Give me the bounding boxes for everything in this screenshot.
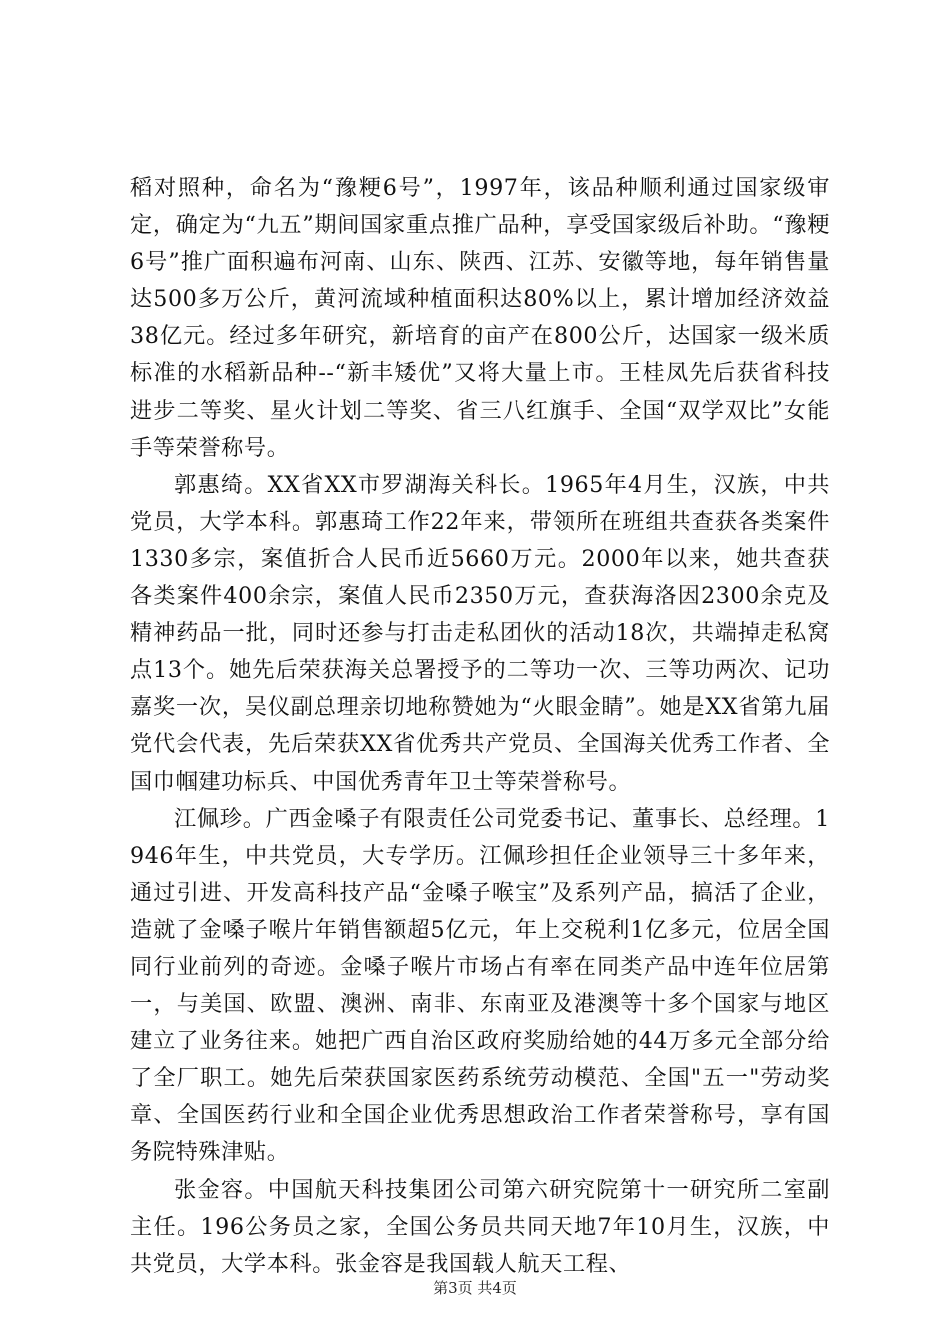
document-body xyxy=(130,170,830,1283)
paragraph-jiang-peizhen: 江佩珍。广西金嗓子有限责任公司党委书记、董事长、总经理。1946年生，中共党员，大专学历。江佩珍担任企业领导三十多年来，通过引进、开发高科技产品“金嗓子喉宝”及系列产品，搞活了企业，造就了金嗓子喉片年销售额超5亿元，年上交税利1亿多元，位居全国同行业前列的奇迹。金嗓子喉片市场占有率在同类产品中连年位居第一，与美国、欧盟、澳洲、南非、东南亚及港澳等十多个国家与地区建立了业务往来。她把广西自治区政府奖励给她的44万多元全部分给了全厂职工。她先后荣获国家医药系统劳动模范、全国"五一"劳动奖章、全国医药行业和全国企业优秀思想政治工作者荣誉称号，享有国务院特殊津贴。 xyxy=(130,805,830,1166)
paragraph-guo-huiqi: 郭惠绮。XX省XX市罗湖海关科长。1965年4月生，汉族，中共党员，大学本科。郭惠琦工作22年来，带领所在班组共查获各类案件1330多宗，案值折合人民币近5660万元。2000年以来，她共查获各类案件400余宗，案值人民币2350万元，查获海洛因2300余克及精神药品一批，同时还参与打击走私团伙的活动18次，共端掉走私窝点13个。她先后荣获海关总署授予的二等功一次、三等功两次、记功嘉奖一次，吴仪副总理亲切地称赞她为“火眼金睛”。她是XX省第九届党代会代表，先后荣获XX省优秀共产党员、全国海关优秀工作者、全国巾帼建功标兵、中国优秀青年卫士等荣誉称号。 xyxy=(130,471,830,795)
paragraph-wang-guifeng-continued: 稻对照种，命名为“豫粳6号”，1997年，该品种顺利通过国家级审定，确定为“九五”期间国家重点推广品种，享受国家级后补助。“豫粳6号”推广面积遍布河南、山东、陕西、江苏、安徽等地，每年销售量达500多万公斤，黄河流域种植面积达80%以上，累计增加经济效益38亿元。经过多年研究，新培育的亩产在800公斤，达国家一级米质标准的水稻新品种--“新丰矮优”又将大量上市。王桂凤先后获省科技进步二等奖、星火计划二等奖、省三八红旗手、全国“双学双比”女能手等荣誉称号。 xyxy=(130,175,830,461)
paragraph-zhang-jinrong: 张金容。中国航天科技集团公司第六研究院第十一研究所二室副主任。196公务员之家，全国公务员共同天地7年10月生，汉族，中共党员，大学本科。张金容是我国载人航天工程、 xyxy=(130,1176,830,1277)
page-footer: 第3页 共4页 xyxy=(433,1279,517,1297)
